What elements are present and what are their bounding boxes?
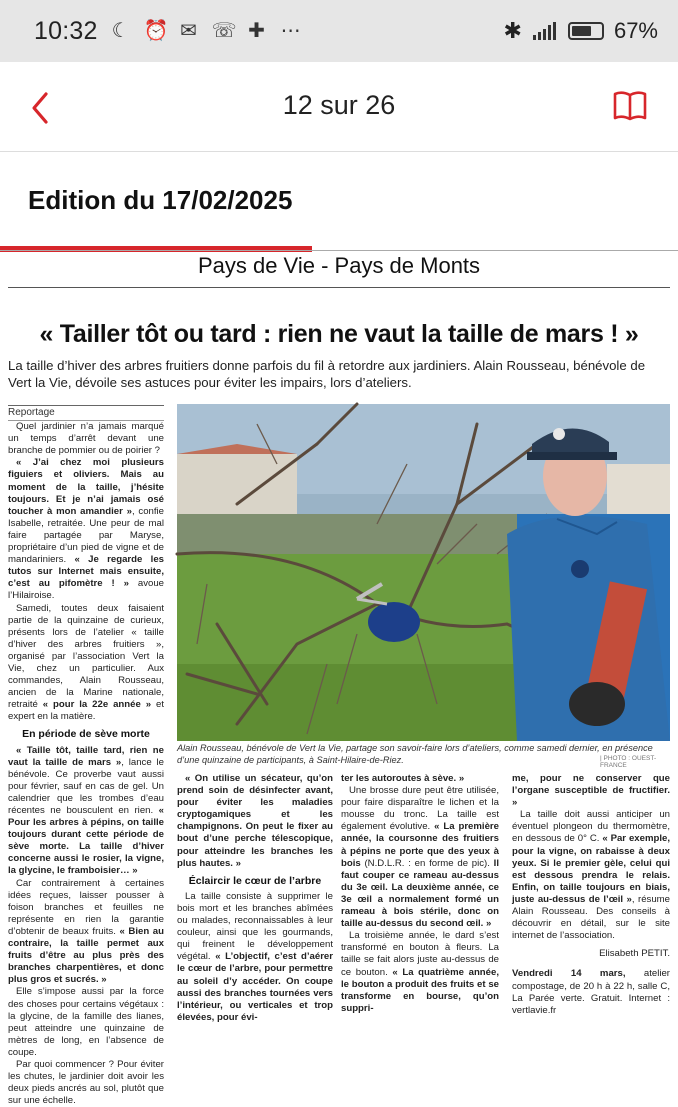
- photo-credit: | PHOTO : OUEST-FRANCE: [600, 755, 657, 769]
- status-bar: [0, 0, 678, 62]
- person-add-icon: ✚: [248, 20, 265, 42]
- paragraph: Une brosse dure peut être utilisée, pour faire disparaître le lichen et la mousse du tronc. La taille est également évolutive. « La première année, la coursonne des fruitiers à pépins ne porte que des yeux à bois (N.D.L.R. : en forme de pic). Il faut couper ce rameau au-dessus du 3e œil. La deuxième année, ce 3e œil a normalement formé un rameau à bois stérile, donc on taille au-dessus du second œil. »: [341, 785, 500, 930]
- article-headline: « Tailler tôt ou tard : rien ne vaut la taille de mars ! »: [39, 320, 639, 348]
- status-time: 10:32: [34, 16, 98, 45]
- signal-icon: [532, 21, 558, 41]
- messenger-icon: ✉: [180, 20, 197, 42]
- accent-bar: [0, 246, 312, 252]
- section-title: [0, 253, 678, 279]
- subheading: Éclaircir le cœur de l’arbre: [188, 874, 322, 887]
- section-right: Pays de Monts: [334, 253, 481, 278]
- paragraph: Car contrairement à certaines idées reçues, laisser pousser à foison branches et feuilles ne représente en rien la garantie d’obtenir de beaux fruits. « Bien au contraire, la taille permet aux fruits d’être au plus près des branches charpentières, et donc plus gros et sucrés. »: [8, 877, 165, 986]
- reader-toolbar: [0, 62, 678, 152]
- paragraph: « On utilise un sécateur, qu’on prend soin de désinfecter avant, pour éviter les maladies cryptogamiques et les champignons. On peut le fixer au bout d’une perche télescopique, pour atteindre les branches les plus hautes. »: [177, 773, 333, 869]
- article-photo: [177, 404, 670, 741]
- article-column-2: [177, 773, 333, 1024]
- page-indicator: 12 sur 26: [282, 90, 396, 120]
- photo-caption: Alain Rousseau, bénévole de Vert la Vie, partage son savoir-faire lors d’ateliers, comme samedi dernier, en présence d’une quinzaine de participants, à Saint-Hilaire-de-Riez.: [177, 743, 653, 765]
- alarm-icon: ⏰: [143, 20, 169, 42]
- paragraph: La taille doit aussi anticiper un éventuel plongeon du thermomètre, en dessous de 0° C. « Par exemple, pour la vigne, on rabaisse à deux yeux. Si le premier gèle, celui qui est dessous prendra le relais. Enfin, on taille toujours en biais, juste au-dessus de l’œil », résume Alain Rousseau. Des conseils à découvrir en détail, sur le site internet de l’association.: [512, 809, 671, 942]
- divider: [8, 287, 670, 288]
- paragraph: La taille consiste à supprimer le bois mort et les branches abîmées ou malades, reconnaissables à leur couleur, ainsi que les gourmands, qui freinent le développement végétal. « L’objectif, c’est d’aérer le cœur de l’arbre, pour permettre au soleil d’y accéder. On coupe aussi des branches tournées vers l’intérieur, ou verticales et trop élevées, pour évi-: [177, 890, 333, 1023]
- missed-call-icon: ☏: [211, 20, 237, 42]
- paragraph: me, pour ne conserver que l’organe susceptible de fructifier. »: [512, 773, 670, 809]
- notification-icons: [110, 20, 302, 42]
- author-signature: Elisabeth PETIT.: [599, 948, 670, 960]
- paragraph: ter les autoroutes à sève. »: [341, 773, 465, 784]
- paragraph: Quel jardinier n’a jamais marqué un temps d’arrêt devant une branche de pommier ou de poirier ?: [8, 421, 164, 457]
- article-lead: La taille d’hiver des arbres fruitiers donne parfois du fil à retordre aux jardiniers. Alain Rousseau, bénévole de Vert la Vie, dévoile ses astuces pour éviter les impairs, lors d’ateliers.: [8, 358, 646, 390]
- article-column-3: [341, 773, 499, 1015]
- article-column-4: [512, 773, 670, 1017]
- paragraph: Elle s’impose aussi par la force des choses pour certains végétaux : la glycine, de la famille des lianes, peut atteindre une quinzaine de mètres de long, en l’absence de coupe.: [8, 986, 164, 1058]
- battery-icon: [568, 22, 604, 40]
- bluetooth-icon: ✱: [503, 18, 522, 43]
- article-column-1: [8, 405, 164, 1107]
- paragraph: « Taille tôt, taille tard, rien ne vaut la taille de mars », lance le bénévole. Ce proverbe vaut aussi pour février, sauf en cas de gel. Un calendrier que les trombes d’eau récentes ne bousculent en rien. « Pour les arbres à pépins, on taille toujours durant cette période de sève morte. La taille d’hiver concerne aussi le rosier, la vigne, la glycine, le framboisier… »: [8, 744, 164, 877]
- edition-date: Edition du 17/02/2025: [28, 185, 293, 215]
- more-icon: ⋯: [280, 20, 301, 42]
- battery-percent: 67%: [613, 18, 658, 43]
- event-info: Vendredi 14 mars, atelier compostage, de 20 h à 22 h, salle C, La Parée verte. Gratuit. Internet : vertlavie.fr: [512, 968, 671, 1016]
- newspaper-page: [0, 153, 678, 1107]
- section-left: Pays de Vie: [197, 253, 315, 278]
- system-icons: [504, 18, 658, 44]
- paragraph: La troisième année, le dard s’est transformé en bouton à fleurs. La taille se fait alors juste au-dessus de ce bouton. « La quatrième année, le bouton a produit des fruits et se transforme en bourse, qu’on suppri-: [341, 930, 500, 1014]
- subheading: En période de sève morte: [22, 728, 150, 741]
- moon-icon: ☾: [111, 20, 130, 42]
- paragraph: Par quoi commencer ? Pour éviter les chutes, le jardinier doit avoir les deux pieds ancrés au sol, plutôt que sur une échelle.: [8, 1058, 164, 1107]
- open-book-icon[interactable]: [612, 90, 648, 122]
- rubric-label: Reportage: [8, 405, 164, 421]
- paragraph: « J’ai chez moi plusieurs figuiers et oliviers. Mais au moment de la taille, j’hésite toujours. Et je n’ai jamais osé toucher à mon amandier », confie Isabelle, retraitée. Une peur de mal faire partagée par Maryse, propriétaire d’un pied de vigne et de mandariniers. « Je regarde les tutos sur Internet mais ensuite, c’est au pifomètre ! » avoue l’Hilairoise.: [8, 457, 165, 602]
- divider: [0, 250, 678, 251]
- section-separator: -: [314, 253, 335, 278]
- paragraph: Samedi, toutes deux faisaient partie de la quinzaine de curieux, présents lors de l’atelier « taille d’hiver des arbres fruitiers », organisé par l’association Vert la Vie, chez un particulier. Aux commandes, Alain Rousseau, ancien de la Marine nationale, retraité « pour la 22e année » et expert en la matière.: [8, 602, 164, 723]
